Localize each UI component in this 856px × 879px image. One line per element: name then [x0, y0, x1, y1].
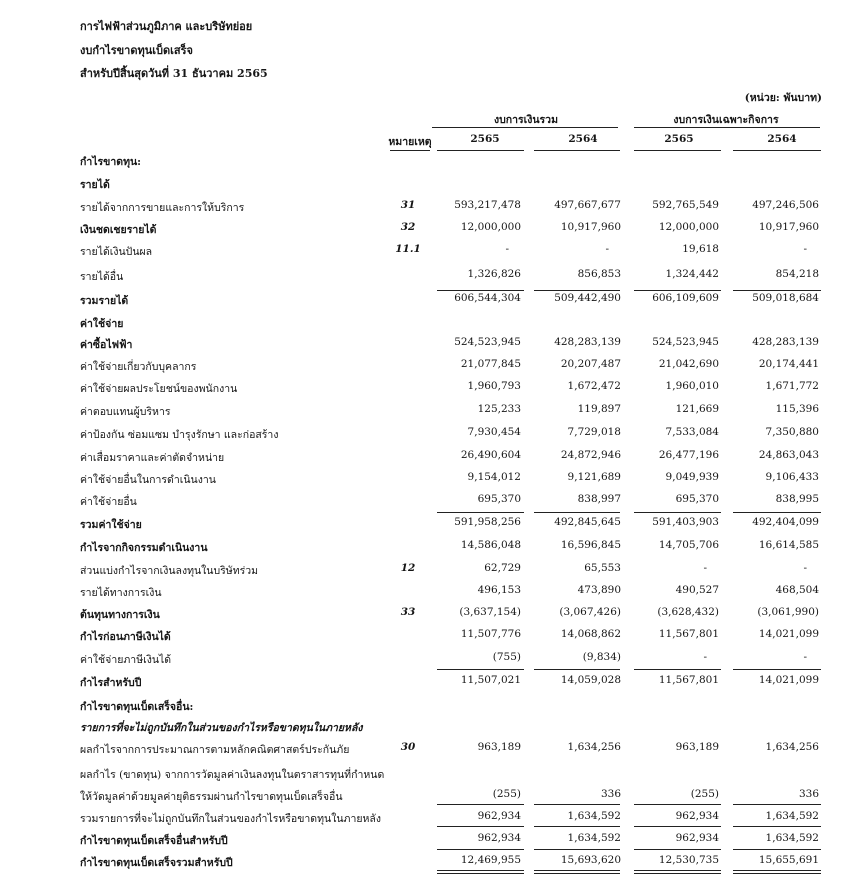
amount-cell: 856,853	[577, 268, 621, 280]
amount-cell: 14,586,048	[460, 539, 521, 551]
amount-cell: 695,370	[477, 493, 521, 505]
table-row	[0, 832, 856, 849]
amount-cell: 509,018,684	[752, 292, 819, 304]
subtotal-rule	[437, 512, 524, 513]
table-row	[0, 221, 856, 238]
amount-cell: 9,049,939	[665, 471, 719, 483]
note-ref: 31	[400, 199, 416, 211]
company-name: การไฟฟ้าส่วนภูมิภาค และบริษัทย่อย	[80, 20, 253, 33]
amount-cell: -	[803, 651, 807, 663]
header-rule	[437, 150, 524, 151]
amount-cell: 16,614,585	[758, 539, 819, 551]
year-column-header: 2565	[664, 133, 694, 145]
header-rule	[634, 150, 721, 151]
amount-cell: 497,667,677	[554, 199, 621, 211]
subtotal-rule	[634, 290, 721, 291]
subtotal-rule	[437, 849, 524, 850]
subtotal-rule	[534, 804, 620, 805]
amount-cell: 592,765,549	[652, 199, 719, 211]
subtotal-rule	[634, 512, 721, 513]
amount-cell: 490,527	[675, 584, 719, 596]
amount-cell: 11,507,776	[460, 628, 521, 640]
subtotal-rule	[634, 669, 721, 670]
amount-cell: (9,834)	[582, 651, 621, 663]
amount-cell: 26,490,604	[460, 449, 521, 461]
row-label: กำไรก่อนภาษีเงินได้	[80, 631, 171, 643]
amount-cell: 12,530,735	[658, 854, 719, 866]
amount-cell: 14,059,028	[560, 674, 621, 686]
amount-cell: -	[703, 562, 707, 574]
table-row	[0, 766, 856, 783]
amount-cell: (3,628,432)	[657, 606, 719, 618]
amount-cell: 1,634,592	[567, 832, 621, 844]
amount-cell: 1,634,592	[567, 810, 621, 822]
amount-cell: 21,077,845	[460, 358, 521, 370]
year-column-header: 2565	[470, 133, 500, 145]
amount-cell: (3,637,154)	[459, 606, 521, 618]
amount-cell: 336	[600, 788, 621, 800]
amount-cell: 962,934	[477, 810, 521, 822]
header-rule	[390, 150, 430, 151]
table-row	[0, 268, 856, 285]
amount-cell: 1,634,592	[765, 810, 819, 822]
amount-cell: 962,934	[675, 810, 719, 822]
header-rule	[733, 150, 821, 151]
subtotal-rule	[733, 826, 821, 827]
amount-cell: 12,469,955	[460, 854, 521, 866]
subtotal-rule	[437, 804, 524, 805]
amount-cell: 473,890	[577, 584, 621, 596]
row-label: รายได้เงินปันผล	[80, 246, 153, 258]
amount-cell: 838,997	[577, 493, 621, 505]
amount-cell: 524,523,945	[454, 336, 521, 348]
amount-cell: 14,705,706	[658, 539, 719, 551]
amount-cell: 962,934	[675, 832, 719, 844]
total-double-rule	[534, 870, 620, 874]
row-label: ต้นทุนทางการเงิน	[80, 609, 160, 621]
table-row	[0, 606, 856, 623]
amount-cell: 119,897	[577, 403, 621, 415]
table-row	[0, 810, 856, 827]
amount-cell: 1,960,793	[467, 380, 521, 392]
amount-cell: -	[605, 243, 609, 255]
consolidated-header: งบการเงินรวม	[493, 114, 559, 126]
amount-cell: 11,567,801	[658, 674, 719, 686]
row-label: กำไรสำหรับปี	[80, 677, 142, 689]
row-label: ให้วัดมูลค่าด้วยมูลค่ายุติธรรมผ่านกำไรขาดทุนเบ็ดเสร็จอื่น	[80, 791, 343, 803]
table-row	[0, 788, 856, 805]
note-ref: 32	[400, 221, 416, 233]
amount-cell: 11,507,021	[460, 674, 521, 686]
amount-cell: 9,106,433	[765, 471, 819, 483]
total-double-rule	[437, 870, 524, 874]
subtotal-rule	[733, 849, 821, 850]
amount-cell: 14,068,862	[560, 628, 621, 640]
amount-cell: 854,218	[775, 268, 819, 280]
amount-cell: 1,634,256	[765, 741, 819, 753]
amount-cell: 591,958,256	[454, 516, 521, 528]
amount-cell: 9,154,012	[467, 471, 521, 483]
table-row	[0, 176, 856, 193]
subtotal-rule	[733, 669, 821, 670]
total-double-rule	[733, 870, 821, 874]
table-row	[0, 719, 856, 736]
note-ref: 11.1	[395, 243, 421, 255]
row-label: รวมรายการที่จะไม่ถูกบันทึกในส่วนของกำไรหรือขาดทุนในภายหลัง	[80, 813, 381, 825]
amount-cell: 24,872,946	[560, 449, 621, 461]
separate-header: งบการเงินเฉพาะกิจการ	[673, 114, 779, 126]
amount-cell: 7,350,880	[765, 426, 819, 438]
amount-cell: 125,233	[477, 403, 521, 415]
table-row	[0, 584, 856, 601]
table-row	[0, 426, 856, 443]
statement-title: งบกำไรขาดทุนเบ็ดเสร็จ	[80, 44, 193, 57]
table-row	[0, 380, 856, 397]
table-row	[0, 336, 856, 353]
header-rule	[534, 150, 620, 151]
amount-cell: 12,000,000	[658, 221, 719, 233]
row-label: ค่าใช้จ่ายผลประโยชน์ของพนักงาน	[80, 383, 238, 395]
amount-cell: 7,533,084	[665, 426, 719, 438]
subtotal-rule	[534, 849, 620, 850]
amount-cell: 7,729,018	[567, 426, 621, 438]
row-label: รวมค่าใช้จ่าย	[80, 519, 142, 531]
amount-cell: 963,189	[477, 741, 521, 753]
total-double-rule	[634, 870, 721, 874]
amount-cell: (255)	[492, 788, 521, 800]
table-row	[0, 403, 856, 420]
amount-cell: 15,693,620	[560, 854, 621, 866]
amount-cell: 15,655,691	[758, 854, 819, 866]
amount-cell: 1,324,442	[665, 268, 719, 280]
amount-cell: 10,917,960	[560, 221, 621, 233]
table-row	[0, 698, 856, 715]
unit-label: (หน่วย: พันบาท)	[744, 92, 822, 104]
amount-cell: -	[803, 243, 807, 255]
amount-cell: 115,396	[775, 403, 819, 415]
table-row	[0, 539, 856, 556]
row-label: กำไรขาดทุน:	[80, 156, 142, 168]
amount-cell: 1,960,010	[665, 380, 719, 392]
row-label: ส่วนแบ่งกำไรจากเงินลงทุนในบริษัทร่วม	[80, 565, 259, 577]
separate-header-rule	[634, 127, 820, 128]
row-label: ค่าใช้จ่ายเกี่ยวกับบุคลากร	[80, 361, 197, 373]
amount-cell: 1,326,826	[467, 268, 521, 280]
subtotal-rule	[733, 512, 821, 513]
amount-cell: 1,671,772	[765, 380, 819, 392]
consolidated-header-rule	[432, 127, 618, 128]
amount-cell: 26,477,196	[658, 449, 719, 461]
amount-cell: -	[703, 651, 707, 663]
subtotal-rule	[437, 290, 524, 291]
table-row	[0, 315, 856, 332]
row-label: รายได้จากการขายและการให้บริการ	[80, 202, 245, 214]
row-label: ค่าตอบแทนผู้บริหาร	[80, 406, 171, 418]
amount-cell: 65,553	[584, 562, 621, 574]
amount-cell: 1,634,256	[567, 741, 621, 753]
subtotal-rule	[534, 512, 620, 513]
note-column-header: หมายเหตุ	[388, 136, 432, 148]
subtotal-rule	[534, 669, 620, 670]
amount-cell: 1,634,592	[765, 832, 819, 844]
amount-cell: (755)	[492, 651, 521, 663]
amount-cell: 14,021,099	[758, 674, 819, 686]
row-label: ค่าเสื่อมราคาและค่าตัดจำหน่าย	[80, 452, 225, 464]
row-label: กำไรขาดทุนเบ็ดเสร็จรวมสำหรับปี	[80, 857, 233, 869]
table-row	[0, 471, 856, 488]
row-label: ค่าใช้จ่ายอื่น	[80, 496, 137, 508]
amount-cell: 9,121,689	[567, 471, 621, 483]
row-label: ค่าป้องกัน ซ่อมแซม บำรุงรักษา และก่อสร้าง	[80, 429, 279, 441]
amount-cell: 336	[798, 788, 819, 800]
row-label: ค่าใช้จ่ายอื่นในการดำเนินงาน	[80, 474, 216, 486]
amount-cell: 14,021,099	[758, 628, 819, 640]
table-row	[0, 493, 856, 510]
amount-cell: 428,283,139	[752, 336, 819, 348]
amount-cell: 1,672,472	[567, 380, 621, 392]
table-row	[0, 674, 856, 691]
amount-cell: 20,207,487	[560, 358, 621, 370]
amount-cell: 121,669	[675, 403, 719, 415]
amount-cell: 428,283,139	[554, 336, 621, 348]
amount-cell: (3,067,426)	[559, 606, 621, 618]
table-row	[0, 628, 856, 645]
row-label: กำไรขาดทุนเบ็ดเสร็จอื่น:	[80, 701, 194, 713]
row-label: ค่าซื้อไฟฟ้า	[80, 339, 133, 351]
subtotal-rule	[534, 826, 620, 827]
amount-cell: 16,596,845	[560, 539, 621, 551]
row-label: ค่าใช้จ่าย	[80, 318, 124, 330]
row-label: รวมรายได้	[80, 295, 129, 307]
amount-cell: 468,504	[775, 584, 819, 596]
amount-cell: 496,153	[477, 584, 521, 596]
amount-cell: (255)	[690, 788, 719, 800]
subtotal-rule	[634, 826, 721, 827]
amount-cell: 606,544,304	[454, 292, 521, 304]
subtotal-rule	[437, 826, 524, 827]
subtotal-rule	[634, 804, 721, 805]
row-label: ผลกำไร (ขาดทุน) จากการวัดมูลค่าเงินลงทุนในตราสารทุนที่กำหนด	[80, 769, 385, 781]
amount-cell: 509,442,490	[554, 292, 621, 304]
subtotal-rule	[733, 804, 821, 805]
row-label: กำไรขาดทุนเบ็ดเสร็จอื่นสำหรับปี	[80, 835, 228, 847]
table-row	[0, 741, 856, 758]
year-column-header: 2564	[767, 133, 797, 145]
amount-cell: 7,930,454	[467, 426, 521, 438]
amount-cell: 591,403,903	[652, 516, 719, 528]
table-row	[0, 243, 856, 260]
note-ref: 12	[400, 562, 416, 574]
table-row	[0, 358, 856, 375]
table-row	[0, 153, 856, 170]
statement-period: สำหรับปีสิ้นสุดวันที่ 31 ธันวาคม 2565	[80, 67, 268, 80]
amount-cell: 497,246,506	[752, 199, 819, 211]
year-column-header: 2564	[568, 133, 598, 145]
amount-cell: 11,567,801	[658, 628, 719, 640]
row-label: เงินชดเชยรายได้	[80, 224, 157, 236]
row-label: กำไรจากกิจกรรมดำเนินงาน	[80, 542, 208, 554]
table-row	[0, 854, 856, 871]
amount-cell: (3,061,990)	[757, 606, 819, 618]
row-label: รายได้	[80, 179, 110, 191]
amount-cell: 492,404,099	[752, 516, 819, 528]
amount-cell: 24,863,043	[758, 449, 819, 461]
table-row	[0, 292, 856, 309]
row-label: รายการที่จะไม่ถูกบันทึกในส่วนของกำไรหรือขาดทุนในภายหลัง	[80, 722, 363, 734]
amount-cell: -	[803, 562, 807, 574]
subtotal-rule	[534, 290, 620, 291]
table-row	[0, 516, 856, 533]
row-label: รายได้ทางการเงิน	[80, 587, 162, 599]
amount-cell: 593,217,478	[454, 199, 521, 211]
amount-cell: -	[505, 243, 509, 255]
note-ref: 33	[400, 606, 416, 618]
amount-cell: 19,618	[682, 243, 719, 255]
amount-cell: 695,370	[675, 493, 719, 505]
amount-cell: 12,000,000	[460, 221, 521, 233]
subtotal-rule	[634, 849, 721, 850]
amount-cell: 962,934	[477, 832, 521, 844]
row-label: ผลกำไรจากการประมาณการตามหลักคณิตศาสตร์ประกันภัย	[80, 744, 350, 756]
subtotal-rule	[733, 290, 821, 291]
amount-cell: 21,042,690	[658, 358, 719, 370]
row-label: ค่าใช้จ่ายภาษีเงินได้	[80, 654, 172, 666]
table-row	[0, 651, 856, 668]
amount-cell: 10,917,960	[758, 221, 819, 233]
row-label: รายได้อื่น	[80, 271, 124, 283]
table-row	[0, 199, 856, 216]
subtotal-rule	[437, 669, 524, 670]
amount-cell: 963,189	[675, 741, 719, 753]
table-row	[0, 449, 856, 466]
amount-cell: 492,845,645	[554, 516, 621, 528]
note-ref: 30	[400, 741, 416, 753]
amount-cell: 20,174,441	[758, 358, 819, 370]
amount-cell: 524,523,945	[652, 336, 719, 348]
table-row	[0, 562, 856, 579]
amount-cell: 838,995	[775, 493, 819, 505]
amount-cell: 62,729	[484, 562, 521, 574]
amount-cell: 606,109,609	[652, 292, 719, 304]
